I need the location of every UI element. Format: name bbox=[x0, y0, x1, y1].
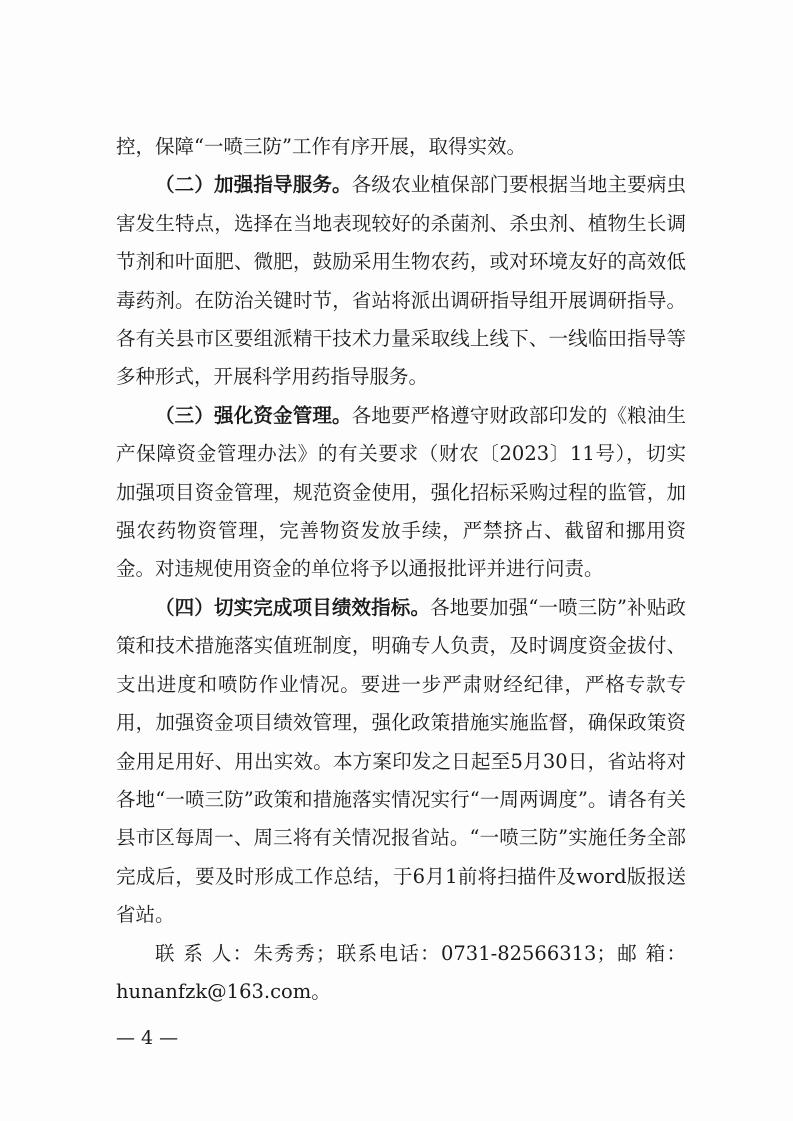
section-body-guidance: 各级农业植保部门要根据当地主要病虫害发生特点，选择在当地表现较好的杀菌剂、杀虫剂、植物生长调节剂和叶面肥、微肥，鼓励采用生物农药，或对环境友好的高效低毒药剂。在防治关键时节，省站将派出调研指导组开展调研指导。各有关县市区要组派精干技术力量采取线上线下、一线临田指导等多种形式，开展科学用药指导服务。 bbox=[116, 173, 686, 389]
section-heading-funds: （三）强化资金管理。 bbox=[155, 403, 352, 427]
section-heading-performance: （四）切实完成项目绩效指标。 bbox=[155, 595, 431, 619]
page-number: — 4 — bbox=[116, 1027, 179, 1049]
paragraph-guidance-service bbox=[116, 166, 686, 396]
paragraph-performance-indicators bbox=[116, 589, 686, 935]
paragraph-fund-management bbox=[116, 397, 686, 589]
contact-line: 联 系 人：朱秀秀；联系电话：0731-82566313；邮 箱：hunanfzk@163.com。 bbox=[116, 941, 686, 1003]
section-body-performance: 各地要加强“一喷三防”补贴政策和技术措施落实值班制度，明确专人负责，及时调度资金拔付、支出进度和喷防作业情况。要进一步严肃财经纪律，严格专款专用，加强资金项目绩效管理，强化政策措施实施监督，确保政策资金用足用好、用出实效。本方案印发之日起至5月30日，省站将对各地“一喷三防”政策和措施落实情况实行“一周两调度”。请各有关县市区每周一、周三将有关情况报省站。“一喷三防”实施任务全部完成后，要及时形成工作总结，于6月1前将扫描件及word版报送省站。 bbox=[116, 595, 686, 927]
document-body bbox=[116, 128, 686, 1011]
paragraph-continuation: 控，保障“一喷三防”工作有序开展，取得实效。 bbox=[116, 135, 526, 158]
section-body-funds: 各地要严格遵守财政部印发的《粮油生产保障资金管理办法》的有关要求（财农〔2023〕11号），切实加强项目资金管理，规范资金使用，强化招标采购过程的监管，加强农药物资管理，完善物资发放手续，严禁挤占、截留和挪用资金。对违规使用资金的单位将予以通报批评并进行问责。 bbox=[116, 403, 686, 581]
section-heading-guidance: （二）加强指导服务。 bbox=[155, 173, 352, 197]
